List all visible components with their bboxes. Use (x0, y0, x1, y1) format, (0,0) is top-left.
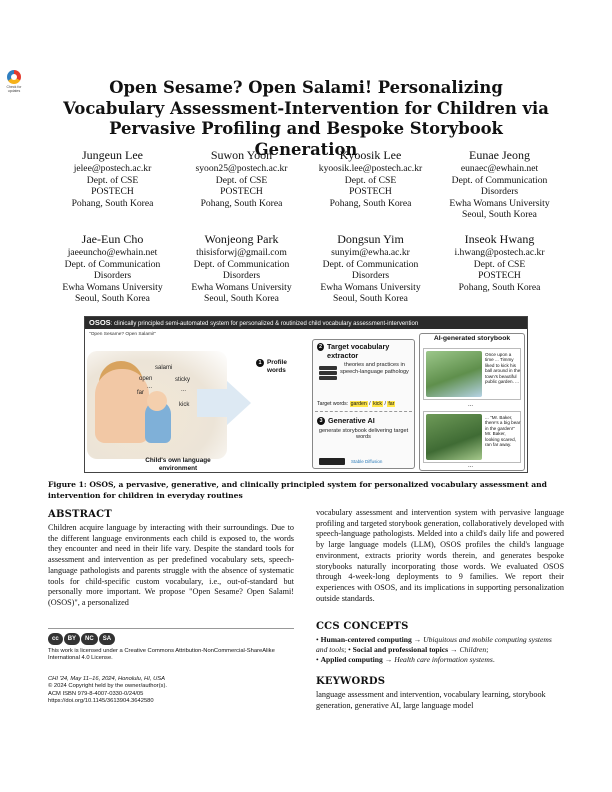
author-affiliation: Ewha Womans University (62, 281, 163, 293)
ccs-list (316, 635, 564, 665)
license-block (48, 628, 294, 663)
author-affiliation: Ewha Womans University (449, 197, 550, 209)
isbn: ACM ISBN 979-8-4007-0330-0/24/05 (48, 690, 144, 697)
processing-panel (312, 339, 415, 469)
author-affiliation: Ewha Womans University (191, 281, 292, 293)
ccs-punct: ; (486, 645, 489, 654)
author-email[interactable]: thisisforwj@gmail.com (196, 247, 287, 258)
author-name: Jae-Eun Cho (81, 232, 144, 246)
author-name: Kyoosik Lee (339, 148, 402, 162)
author-affiliation: Pohang, South Korea (329, 197, 412, 209)
author-affiliation: POSTECH (91, 186, 134, 198)
crossmark-icon (7, 70, 21, 84)
author-affiliation: Disorders (93, 270, 132, 282)
author-affiliation: Seoul, South Korea (204, 293, 279, 305)
author-card (306, 232, 435, 316)
ccs-term: Applied computing (320, 655, 383, 664)
author-affiliation: Seoul, South Korea (333, 293, 408, 305)
step-number-badge: 2 (318, 344, 323, 350)
ccs-term: Social and professional topics (352, 645, 449, 654)
floating-word: open (139, 376, 153, 382)
author-affiliation: POSTECH (220, 186, 263, 198)
license-text: This work is licensed under a Creative Commons Attribution-NonCommercial-ShareAlike International 4.0 License. (48, 648, 275, 662)
keywords-heading: KEYWORDS (316, 676, 386, 687)
flow-arrow-head (227, 381, 251, 425)
abstract-text-continued: vocabulary assessment and intervention system with pervasive language profiling and targeted storybook generation, collaboratively developed with speech-language pathologists. Melded into a child's daily life and powered by large language models (LLM), OSOS profiles the child's language environment, extracts priority words therein, and generates bespoke storybooks naturally incorporating those words. We evaluated OSOS through 4-week-long deployments to 9 families. We report their experiences with OSOS, and its implications in supporting personalization outside standards. (316, 508, 564, 603)
author-card (306, 148, 435, 232)
target-word: far (388, 401, 395, 407)
author-affiliation: Dept. of CSE (215, 174, 268, 186)
ccs-bullet: • (316, 655, 321, 664)
storybook-page (423, 348, 521, 400)
step-number-badge: 3 (317, 417, 325, 425)
ccs-bullet: • (346, 645, 353, 654)
ccs-punct: . (492, 655, 495, 664)
author-name: Jungeun Lee (82, 148, 143, 162)
author-affiliation: Seoul, South Korea (462, 209, 537, 221)
author-affiliation: Pohang, South Korea (200, 197, 283, 209)
author-affiliation: Disorders (222, 270, 261, 282)
target-word-separator: / (367, 401, 373, 407)
author-email[interactable]: syoon25@postech.ac.kr (195, 163, 288, 174)
author-email[interactable]: jaeeuncho@ewhain.net (67, 247, 158, 258)
extractor-description: theories and practices in speech-language pathology (340, 362, 409, 375)
target-word-separator: / (383, 401, 388, 407)
author-name: Suwon Yoon (210, 148, 273, 162)
author-email[interactable]: jelee@postech.ac.kr (73, 163, 152, 174)
child-head-illustration (147, 391, 167, 411)
check-for-updates-badge[interactable] (4, 70, 24, 93)
author-card (48, 148, 177, 232)
step-profile-words (256, 359, 293, 374)
doi-link[interactable]: https://doi.org/10.1145/3613904.3642580 (48, 698, 154, 705)
author-email[interactable]: kyoosik.lee@postech.ac.kr (318, 163, 423, 174)
page-ellipsis: ... (468, 402, 474, 408)
ccs-arrow: → (382, 655, 395, 664)
target-word: garden (350, 401, 367, 407)
author-card (177, 148, 306, 232)
stable-diffusion-logo: Stable Diffusion (351, 459, 383, 464)
figure-subtitle: "Open Sesame? Open Salami!" (89, 332, 157, 337)
author-affiliation: Pohang, South Korea (458, 281, 541, 293)
environment-label: Child's own language environment (145, 457, 211, 472)
author-affiliation: Seoul, South Korea (75, 293, 150, 305)
cc-badge: cc (48, 633, 63, 645)
author-card (435, 232, 564, 316)
cc-badge: SA (99, 633, 115, 645)
ccs-term: Human-centered computing (320, 635, 412, 644)
step-number-badge: 1 (256, 359, 264, 367)
author-email[interactable]: i.hwang@postech.ac.kr (454, 247, 545, 258)
storybook-title: AI-generated storybook (433, 335, 511, 342)
generative-ai-section (313, 414, 414, 443)
ccs-detail: Health care information systems (394, 655, 493, 664)
floating-word: kick (179, 402, 190, 408)
figure-caption: Figure 1: OSOS, a pervasive, generative, and clinically principled system for personalized vocabulary assessment and intervention for children in everyday routines (48, 480, 547, 500)
publication-metadata (48, 676, 294, 706)
author-name: Wonjeong Park (204, 232, 279, 246)
ccs-detail: Children (459, 645, 487, 654)
author-name: Dongsun Yim (337, 232, 404, 246)
author-affiliation: Dept. of CSE (473, 258, 526, 270)
target-words (317, 401, 395, 407)
author-card (435, 148, 564, 232)
cc-badge: NC (81, 633, 98, 645)
floating-word: sticky (175, 377, 190, 383)
teaser-figure (84, 316, 528, 473)
flow-arrow-body (197, 389, 229, 417)
author-row-1 (48, 148, 564, 232)
page-ellipsis: ... (468, 463, 474, 469)
author-affiliation: Dept. of CSE (86, 174, 139, 186)
books-icon (319, 366, 337, 384)
target-word: kick (373, 401, 382, 407)
extractor-heading (313, 340, 414, 360)
badge-text: Check for updates (6, 85, 22, 93)
floating-word: ... (147, 384, 153, 390)
ccs-bullet: • (316, 635, 321, 644)
storybook-illustration-boy-garden (426, 351, 482, 397)
abstract-left-column (48, 508, 294, 609)
step-label: Profile words (267, 359, 287, 374)
ccs-punct: ; (344, 645, 347, 654)
generative-ai-heading (313, 414, 414, 426)
extractor-title: Target vocabulary extractor (327, 342, 390, 360)
generative-ai-description: generate storybook delivering target words (318, 427, 409, 441)
ccs-heading: CCS CONCEPTS (316, 621, 409, 632)
keywords-text: language assessment and intervention, vocabulary learning, storybook generation, generative AI, large language model (316, 690, 546, 710)
cc-badge: BY (64, 633, 80, 645)
author-affiliation: Dept. of CSE (344, 174, 397, 186)
author-affiliation: Dept. of Communication (193, 258, 290, 270)
author-affiliation: Disorders (351, 270, 390, 282)
author-affiliation: Ewha Womans University (320, 281, 421, 293)
osos-logo-text: OSOS (89, 318, 111, 327)
model-logos (319, 458, 382, 465)
author-affiliation: POSTECH (349, 186, 392, 198)
floating-word: ... (181, 387, 187, 393)
floating-word: far (137, 390, 145, 396)
storybook-panel (419, 333, 525, 471)
author-affiliation: Dept. of Communication (322, 258, 419, 270)
keywords-section (316, 675, 564, 711)
storybook-page (423, 411, 521, 463)
author-affiliation: POSTECH (478, 270, 521, 282)
storybook-illustration-bear (426, 414, 482, 460)
author-card (177, 232, 306, 316)
panel-divider (315, 411, 412, 412)
ccs-concepts-section (316, 620, 564, 665)
paper-title: Open Sesame? Open Salami! Personalizing Vocabulary Assessment-Intervention for Children via Pervasive Profiling and Bespoke Storybook Generation (63, 78, 549, 159)
openai-logo-icon (319, 458, 345, 465)
cc-license-icon[interactable] (48, 633, 294, 645)
storybook-page-text: ... "Mr. Baker, there's a big bear in the garden!" Mr. Baker, looking scared, ran far away. (485, 415, 521, 448)
author-affiliation: Dept. of Communication (451, 174, 548, 186)
author-email[interactable]: eunaec@ewhain.net (460, 163, 539, 174)
abstract-text: Children acquire language by interacting with their surroundings. Due to the different language environments each child is exposed to, the words they encounter and need in their life vary. Despite the standard tools for assessment and intervention as per predefined vocabulary sets, speech-language pathologists and parents struggle with the absence of systematic tools for child-specific custom vocabulary, i.e., out-of-standard but personally more important. We propose "Open Sesame? Open Salami! (OSOS)", a personalized (48, 523, 294, 607)
author-card (48, 232, 177, 316)
author-row-2 (48, 232, 564, 316)
storybook-page-text: Once upon a time ... Timmy liked to kick his ball around in the town's beautiful public garden. ... (485, 352, 521, 385)
floating-word: salami (155, 365, 173, 371)
author-name: Inseok Hwang (464, 232, 535, 246)
author-name: Eunae Jeong (469, 148, 530, 162)
abstract-right-column (316, 508, 564, 604)
generative-ai-title: Generative AI (328, 416, 375, 425)
copyright: © 2024 Copyright held by the owner/author(s). (48, 683, 167, 690)
author-affiliation: Disorders (480, 186, 519, 198)
ccs-arrow: → (411, 635, 424, 644)
abstract-heading: ABSTRACT (48, 509, 112, 520)
author-email[interactable]: sunyim@ewha.ac.kr (331, 247, 410, 258)
author-affiliation: Pohang, South Korea (71, 197, 154, 209)
ccs-arrow: → (448, 645, 460, 654)
figure-header-bar (85, 317, 527, 329)
target-words-label: Target words: (317, 401, 350, 407)
author-block (48, 148, 564, 316)
figure-header-text: : clinically principled semi-automated system for personalized & routinized child vocabulary assessment-intervention (110, 321, 419, 327)
author-affiliation: Dept. of Communication (64, 258, 161, 270)
venue: CHI '24, May 11–16, 2024, Honolulu, HI, USA (48, 676, 165, 682)
ccs-detail: Ubiquitous and mobile computing systems and tools (316, 635, 552, 654)
